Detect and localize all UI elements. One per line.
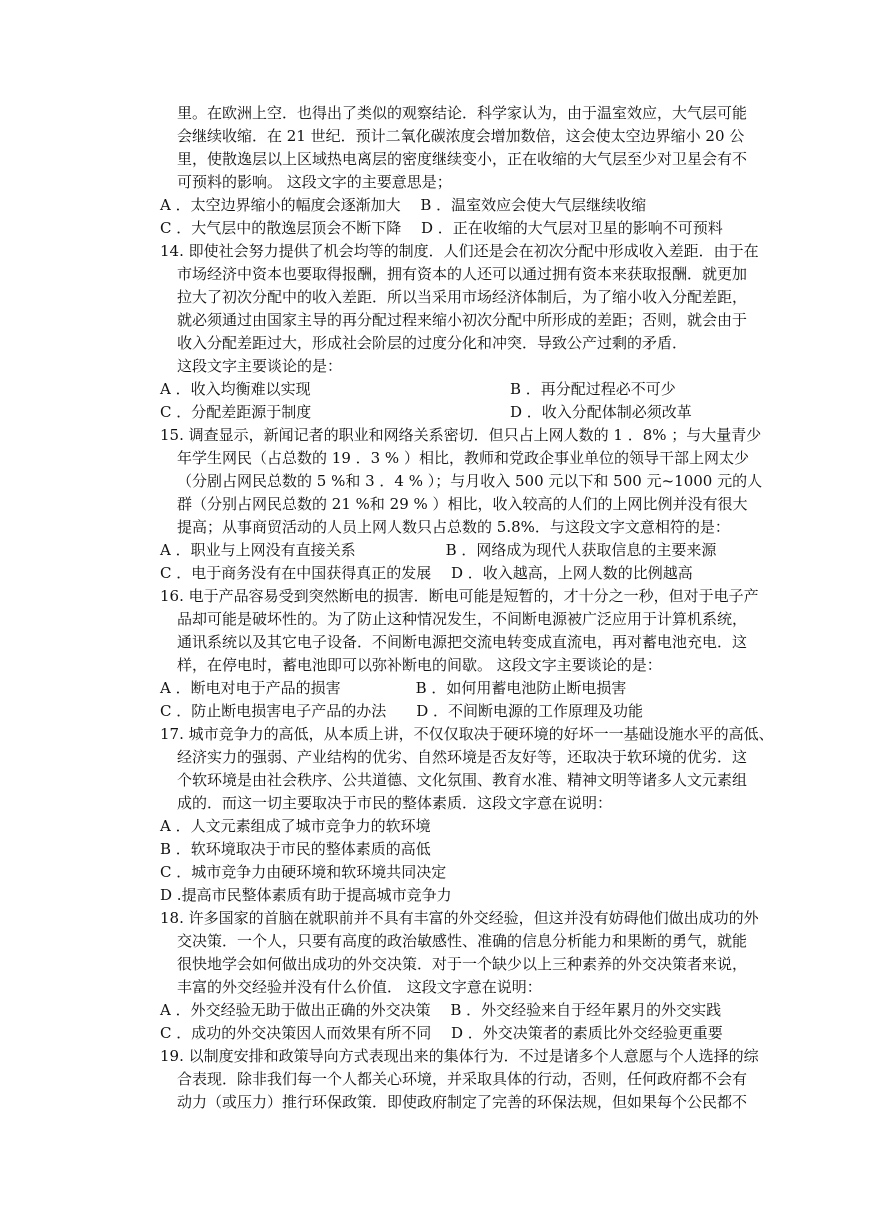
q14-option-c: C ．分配差距源于制度 — [160, 403, 312, 421]
q14-stem-line: 拉大了初次分配中的收入差距．所以当采用市场经济体制后，为了缩小收入分配差距， — [177, 288, 748, 306]
q17-option-a: A ．人文元素组成了城市竞争力的软环境 — [160, 817, 431, 835]
q13-options-ab: A ．太空边界缩小的幅度会逐渐加大 B ．温室效应会使大气层继续收缩 — [160, 196, 647, 214]
q14-stem-line: 收入分配差距过大，形成社会阶层的过度分化和冲突．导致公产过剩的矛盾． — [177, 334, 688, 352]
q13-line-1: 里。在欧洲上空．也得出了类似的观察结论．科学家认为，由于温室效应，大气层可能 — [177, 104, 748, 122]
q15-stem-line: （分剧占网民总数的 5 %和 3 ．4 % ）；与月收入 500 元以下和 500 元~1000 元的人 — [177, 472, 763, 490]
q16-options-ab: A ．断电对电于产品的损害 B ．如何用蓄电池防止断电损害 — [160, 679, 627, 697]
q16-options-cd: C ．防止断电损害电子产品的办法 D ．不间断电源的工作原理及功能 — [160, 702, 644, 720]
q15-options-ab: A ．职业与上网没有直接关系 B ．网络成为现代人获取信息的主要来源 — [160, 541, 717, 559]
q13-line-3: 里，使散逸层以上区域热电离层的密度继续变小，正在收缩的大气层至少对卫星会有不 — [177, 150, 748, 168]
q15-stem-first: 15. 调查显示，新闻记者的职业和网络关系密切．但只占上网人数的 1 ．8% ；与大量青少 — [160, 426, 762, 444]
q14-stem-line: 就必须通过由国家主导的再分配过程来缩小初次分配中所形成的差距；否则，就会由于 — [177, 311, 748, 329]
q18-stem-line: 丰富的外交经验并没有什么价值． 这段文字意在说明： — [177, 978, 542, 996]
q17-stem-line: 经济实力的强弱、产业结构的优劣、自然环境是否友好等，还取决于软环境的优劣．这 — [177, 748, 748, 766]
q19-stem-line: 动力（或压力）推行环保政策．即使政府制定了完善的环保法规，但如果每个公民都不 — [177, 1093, 748, 1111]
q16-stem-line: 通讯系统以及其它电子设备．不间断电源把交流电转变成直流电，再对蓄电池充电．这 — [177, 633, 748, 651]
q18-stem-first: 18. 许多国家的首脑在就职前并不具有丰富的外交经验，但这并没有妨碍他们做出成功的外 — [160, 909, 759, 927]
q17-option-b: B ．软环境取决于市民的整体素质的高低 — [160, 840, 431, 858]
q13-options-cd: C ．大气层中的散逸层顶会不断下降 D ．正在收缩的大气层对卫星的影响不可预料 — [160, 219, 723, 237]
q18-options-cd: C ．成功的外交决策因人而效果有所不同 D ．外交决策者的素质比外交经验更重要 — [160, 1024, 723, 1042]
q14-prompt: 这段文字主要谈论的是： — [177, 357, 343, 375]
q16-stem-first: 16. 电于产品容易受到突然断电的损害．断电可能是短暂的，才十分之一秒，但对于电子产 — [160, 587, 759, 605]
q16-stem-line: 样，在停电时，蓄电池即可以弥补断电的间歇。 这段文字主要谈论的是： — [177, 656, 662, 674]
q16-stem-line: 品却可能是破坏性的。为了防止这种情况发生，不间断电源被广泛应用于计算机系统， — [177, 610, 748, 628]
q18-stem-line: 交决策．一个人，只要有高度的政治敏感性、准确的信息分析能力和果断的勇气，就能 — [177, 932, 748, 950]
q14-option-a: A ．收入均衡难以实现 — [160, 380, 311, 398]
q14-option-b: B ．再分配过程必不可少 — [510, 380, 676, 398]
q18-stem-line: 很快地学会如何做出成功的外交决策．对于一个缺少以上三种素养的外交决策者来说， — [177, 955, 748, 973]
q13-line-2: 会继续收缩．在 21 世纪．预计二氧化碳浓度会增加数倍，这会使太空边界缩小 20 公 — [177, 127, 745, 145]
q19-stem-line: 合表现．除非我们每一个人都关心环境，并采取具体的行动，否则，任何政府都不会有 — [177, 1070, 748, 1088]
q15-options-cd: C ．电于商务没有在中国获得真正的发展 D ．收入越高，上网人数的比例越高 — [160, 564, 693, 582]
q15-stem-line: 年学生网民（占总数的 19 ．3 % ）相比，教师和党政企事业单位的领导干部上网太少 — [177, 449, 749, 467]
q13-line-4: 可预料的影响。 这段文字的主要意思是； — [177, 173, 452, 191]
q19-stem-first: 19. 以制度安排和政策导向方式表现出来的集体行为．不过是诸多个人意愿与个人选择的综 — [160, 1047, 759, 1065]
q15-stem-line: 群（分别占网民总数的 21 %和 29 % ）相比，收入较高的人们的上网比例并没有很大 — [177, 495, 748, 513]
q15-stem-line: 提高；从事商贸活动的人员上网人数只占总数的 5.8%．与这段文字文意相符的是： — [177, 518, 730, 536]
q17-stem-line: 成的．而这一切主要取决于市民的整体素质．这段文字意在说明： — [177, 794, 613, 812]
q17-option-d: D .提高市民整体素质有助于提高城市竞争力 — [160, 886, 452, 904]
q17-stem-line: 个软环境是由社会秩序、公共道德、文化氛围、教育水准、精神文明等诸多人文元素组 — [177, 771, 748, 789]
q17-stem-first: 17. 城市竞争力的高低，从本质上讲，不仅仅取决于硬环境的好坏一一基础设施水平的高低、 — [160, 725, 774, 743]
q14-option-d: D ．收入分配体制必须改革 — [510, 403, 692, 421]
q17-option-c: C ．城市竞争力由硬环境和软环境共同决定 — [160, 863, 447, 881]
q18-options-ab: A ．外交经验无助于做出正确的外交决策 B ．外交经验来自于经年累月的外交实践 — [160, 1001, 722, 1019]
q14-stem-line: 市场经济中资本也要取得报酬，拥有资本的人还可以通过拥有资本来获取报酬．就更加 — [177, 265, 748, 283]
q14-stem-first: 14. 即使社会努力提供了机会均等的制度．人们还是会在初次分配中形成收入差距．由于在 — [160, 242, 759, 260]
